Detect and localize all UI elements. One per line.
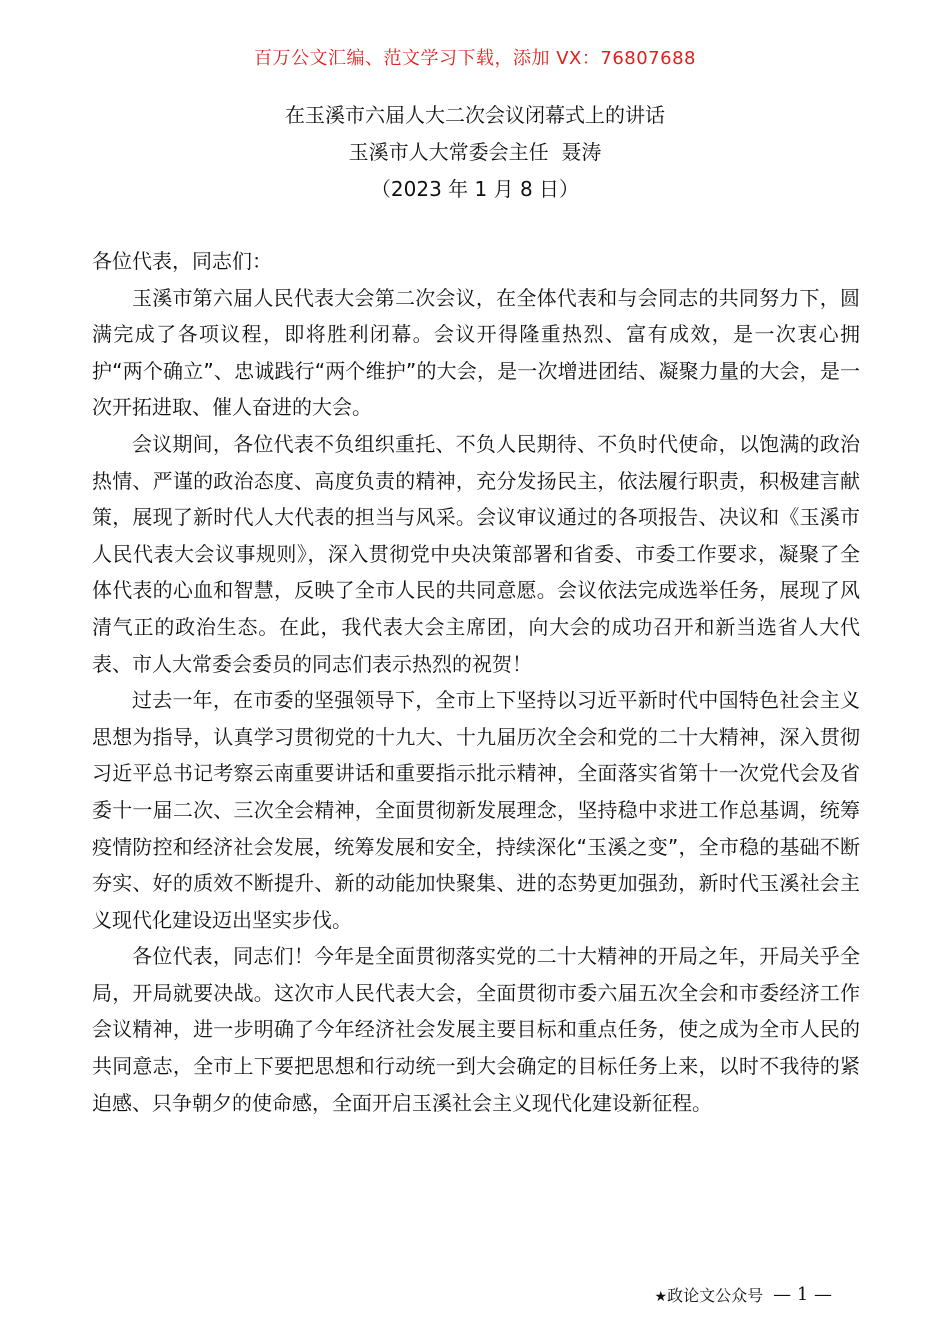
paragraph-3: 过去一年，在市委的坚强领导下，全市上下坚持以习近平新时代中国特色社会主义思想为指导，认真学习贯彻党的十九大、十九届历次全会和党的二十大精神，深入贯彻习近平总书记考察云南重要讲话和重要指示批示精神，全面落实省第十一次党代会及省委十一届二次、三次全会精神，全面贯彻新发展理念，坚持稳中求进工作总基调，统筹疫情防控和经济社会发展，统筹发展和安全，持续深化“玉溪之变”，全市稳的基础不断夯实、好的质效不断提升、新的动能加快聚集、进的态势更加强劲，新时代玉溪社会主义现代化建设迈出坚实步伐。 <box>92 688 860 932</box>
speech-title: 在玉溪市六届人大二次会议闭幕式上的讲话 <box>285 103 665 127</box>
speech-date: （2023 年 1 月 8 日） <box>370 177 580 201</box>
promo-banner: 百万公文汇编、范文学习下载，添加 VX：76807688 <box>254 48 696 69</box>
footer-source-label: 政论文公众号 <box>667 1286 764 1305</box>
paragraph-4: 各位代表，同志们！今年是全面贯彻落实党的二十大精神的开局之年，开局关乎全局，开局就要决战。这次市人民代表大会，全面贯彻市委六届五次全会和市委经济工作会议精神，进一步明确了今年经济社会发展主要目标和重点任务，使之成为全市人民的共同意志，全市上下要把思想和行动统一到大会确定的目标任务上来，以时不我待的紧迫感、只争朝夕的使命感，全面开启玉溪社会主义现代化建设新征程。 <box>92 944 860 1115</box>
salutation: 各位代表，同志们： <box>92 249 272 273</box>
star-icon: ★ <box>654 1289 668 1305</box>
paragraph-1: 玉溪市第六届人民代表大会第二次会议，在全体代表和与会同志的共同努力下，圆满完成了各项议程，即将胜利闭幕。会议开得隆重热烈、富有成效，是一次衷心拥护“两个确立”、忠诚践行“两个维护”的大会，是一次增进团结、凝聚力量的大会，是一次开拓进取、催人奋进的大会。 <box>92 285 860 420</box>
speaker-line: 玉溪市人大常委会主任 聂涛 <box>348 140 602 164</box>
footer-source <box>655 1283 764 1306</box>
page-footer <box>655 1283 832 1306</box>
title-block <box>0 97 950 208</box>
speech-body <box>92 243 860 1121</box>
page-number: — 1 — <box>773 1284 832 1305</box>
paragraph-2: 会议期间，各位代表不负组织重托、不负人民期待、不负时代使命，以饱满的政治热情、严谨的政治态度、高度负责的精神，充分发扬民主，依法履行职责，积极建言献策，展现了新时代人大代表的担当与风采。会议审议通过的各项报告、决议和《玉溪市人民代表大会议事规则》，深入贯彻党中央决策部署和省委、市委工作要求，凝聚了全体代表的心血和智慧，反映了全市人民的共同意愿。会议依法完成选举任务，展现了风清气正的政治生态。在此，我代表大会主席团，向大会的成功召开和新当选省人大代表、市人大常委会委员的同志们表示热烈的祝贺！ <box>92 431 860 676</box>
